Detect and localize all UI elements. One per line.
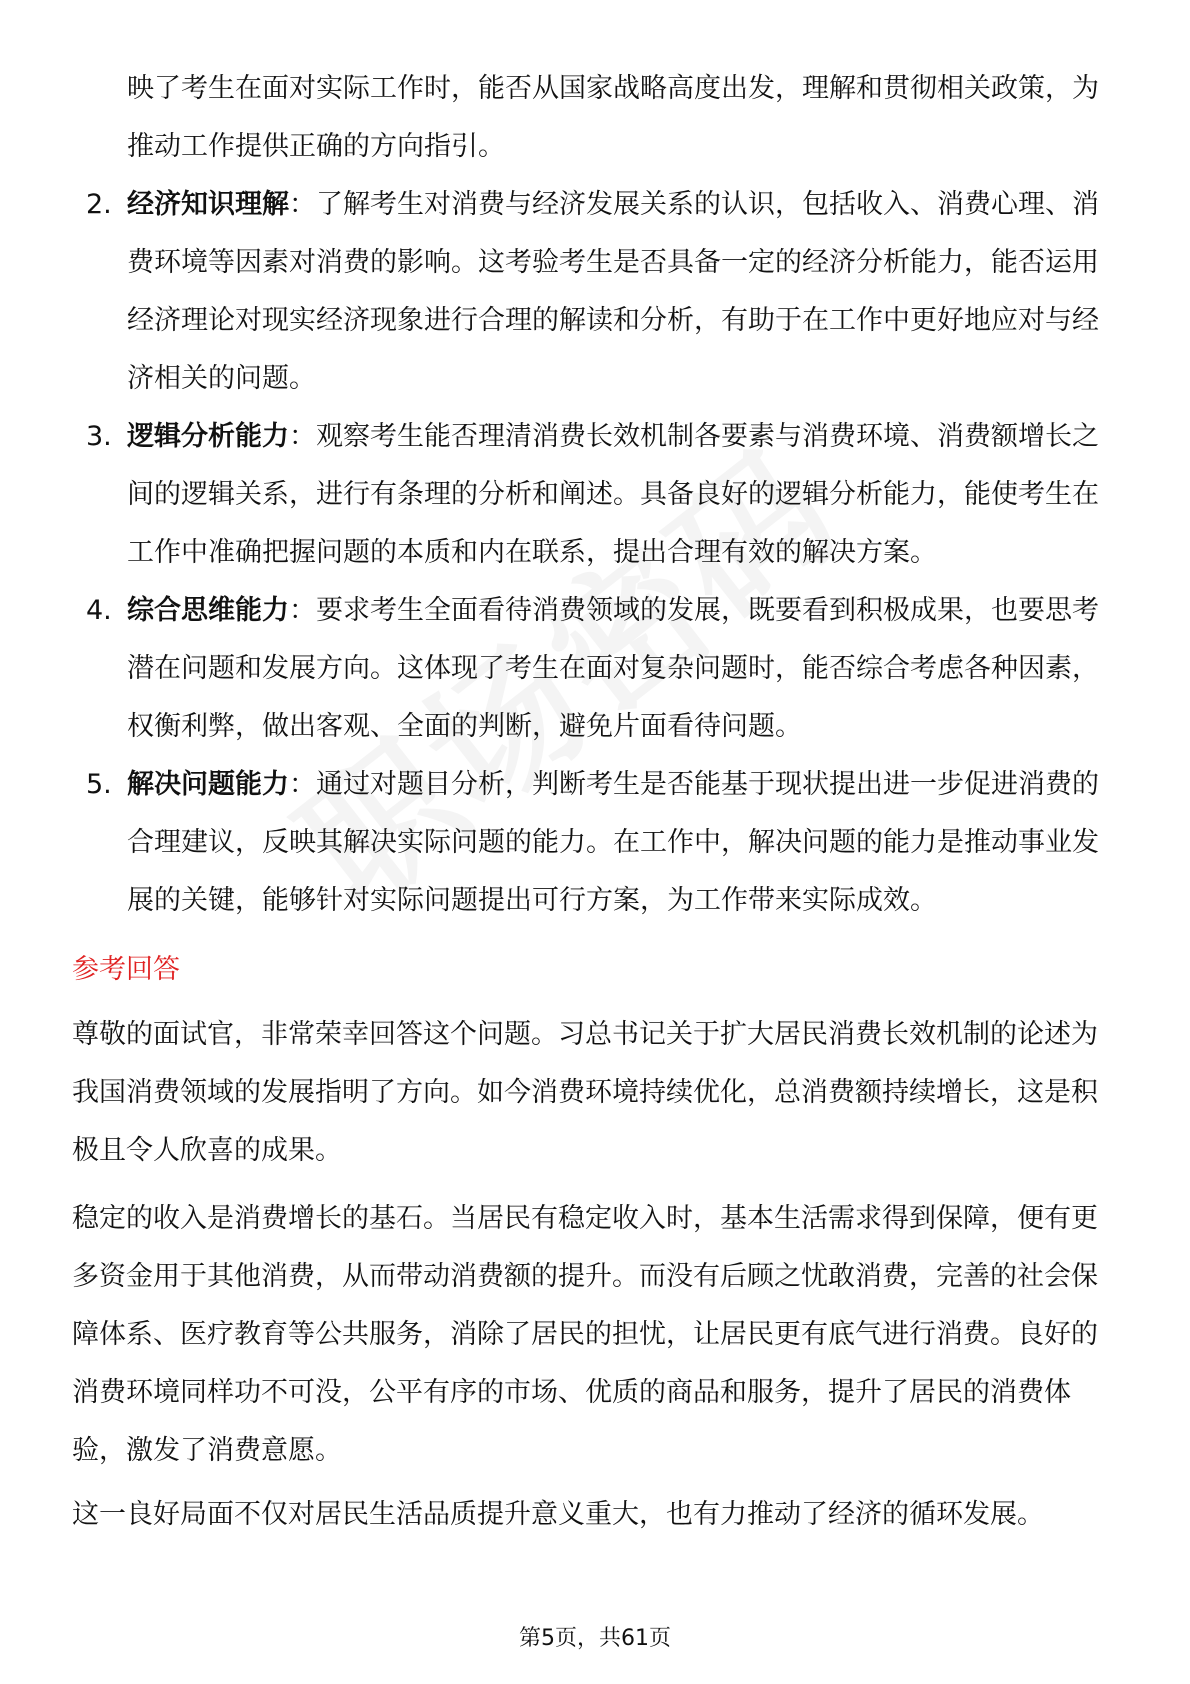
list-text: ：要求考生全面看待消费领域的发展，既要看到积极成果，也要思考潜在问题和发展方向。这体现了考生在面对复杂问题时，能否综合考虑各种因素，权衡利弊，做出客观、全面的判断，避免片面看待问题。 <box>127 595 1099 742</box>
list-text: ：观察考生能否理清消费长效机制各要素与消费环境、消费额增长之间的逻辑关系，进行有条理的分析和阐述。具备良好的逻辑分析能力，能使考生在工作中准确把握问题的本质和内在联系，提出合理有效的解决方案。 <box>127 421 1099 568</box>
page-footer: 第5页，共61页 <box>519 1626 671 1651</box>
list-item <box>0 176 1117 408</box>
list-item <box>0 582 1117 756</box>
list-term: 逻辑分析能力 <box>127 421 289 452</box>
list-item <box>0 408 1117 582</box>
section-heading: 参考回答 <box>72 954 180 985</box>
list-term: 经济知识理解 <box>127 189 289 220</box>
answer-paragraph: 稳定的收入是消费增长的基石。当居民有稳定收入时，基本生活需求得到保障，便有更多资金用于其他消费，从而带动消费额的提升。而没有后顾之忧敢消费，完善的社会保障体系、医疗教育等公共服务，消除了居民的担忧，让居民更有底气进行消费。良好的消费环境同样功不可没，公平有序的市场、优质的商品和服务，提升了居民的消费体验，激发了消费意愿。 <box>72 1203 1098 1466</box>
continuation-text: 映了考生在面对实际工作时，能否从国家战略高度出发，理解和贯彻相关政策，为推动工作提供正确的方向指引。 <box>127 73 1099 162</box>
list-number: 4. <box>86 595 112 626</box>
answer-paragraph: 这一良好局面不仅对居民生活品质提升意义重大，也有力推动了经济的循环发展。 <box>72 1499 1044 1530</box>
list-term: 解决问题能力 <box>127 769 289 800</box>
list-text: ：通过对题目分析，判断考生是否能基于现状提出进一步促进消费的合理建议，反映其解决实际问题的能力。在工作中，解决问题的能力是推动事业发展的关键，能够针对实际问题提出可行方案，为工作带来实际成效。 <box>127 769 1099 916</box>
list-text: ：了解考生对消费与经济发展关系的认识，包括收入、消费心理、消费环境等因素对消费的影响。这考验考生是否具备一定的经济分析能力，能否运用经济理论对现实经济现象进行合理的解读和分析，有助于在工作中更好地应对与经济相关的问题。 <box>127 189 1099 394</box>
list-term: 综合思维能力 <box>127 595 289 626</box>
list-number: 2. <box>86 189 112 220</box>
list-item <box>0 756 1117 930</box>
criteria-list <box>0 176 1190 930</box>
list-number: 3. <box>86 421 112 452</box>
list-number: 5. <box>86 769 112 800</box>
answer-paragraph: 尊敬的面试官，非常荣幸回答这个问题。习总书记关于扩大居民消费长效机制的论述为我国消费领域的发展指明了方向。如今消费环境持续优化，总消费额持续增长，这是积极且令人欣喜的成果。 <box>72 1019 1098 1166</box>
